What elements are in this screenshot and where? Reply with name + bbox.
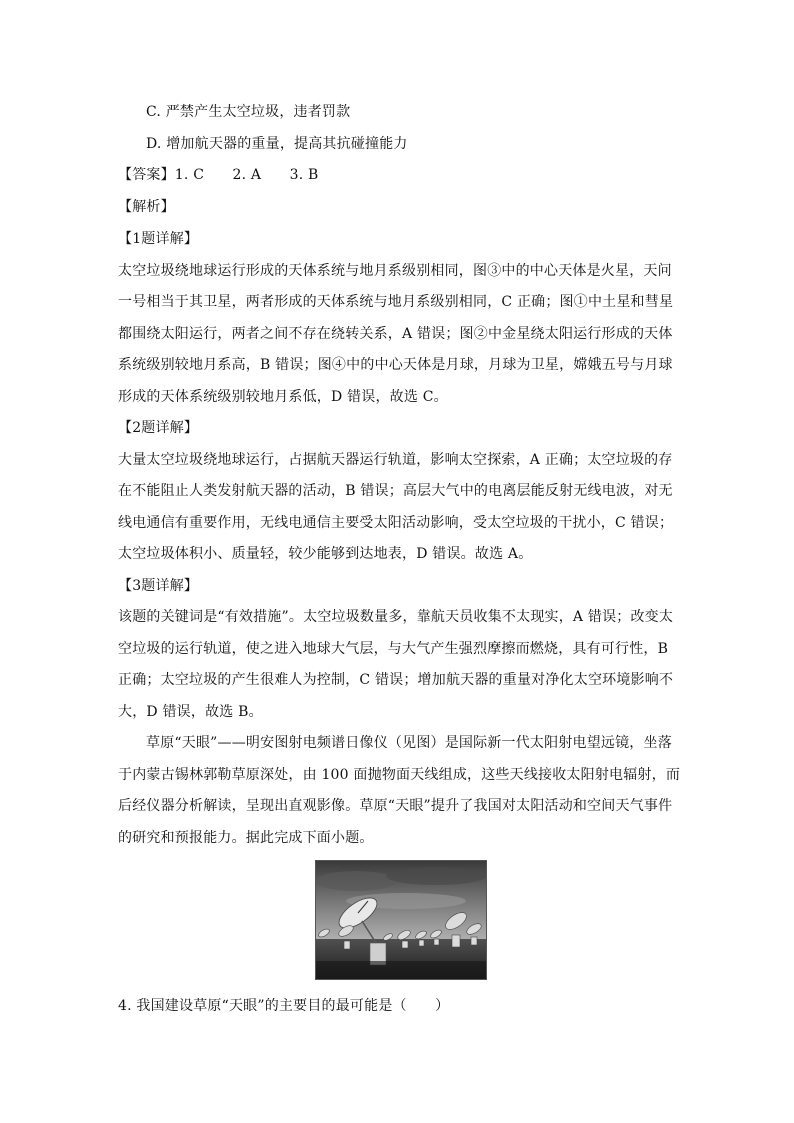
passage-line: 的研究和预报能力。据此完成下面小题。 (118, 830, 374, 846)
q1-heading: 【1题详解】 (118, 231, 199, 247)
q3-line: 大，D 错误，故选 B。 (118, 704, 263, 720)
q3-line: 空垃圾的运行轨道，使之进入地球大气层，与大气产生强烈摩擦而燃烧，具有可行性，B (118, 641, 669, 657)
q1-line: 系统级别较地月系高，B 错误；图④中的中心天体是月球，月球为卫星，嫦娥五号与月球 (118, 357, 673, 373)
option-d: D. 增加航天器的重量，提高其抗碰撞能力 (146, 136, 408, 152)
passage-line: 草原“天眼”——明安图射电频谱日像仪（见图）是国际新一代太阳射电望远镜，坐落 (146, 735, 672, 751)
passage-line: 于内蒙古锡林郭勒草原深处，由 100 面抛物面天线组成，这些天线接收太阳射电辐射，而 (118, 767, 681, 783)
q3-line: 正确；太空垃圾的产生很难人为控制，C 错误；增加航天器的重量对净化太空环境影响不 (118, 672, 674, 688)
q2-heading: 【2题详解】 (118, 420, 199, 436)
q1-line: 太空垃圾绕地球运行形成的天体系统与地月系级别相同，图③中的中心天体是火星，天问 (118, 263, 672, 279)
passage-line: 后经仪器分析解读，呈现出直观影像。草原“天眼”提升了我国对太阳活动和空间天气事件 (118, 798, 673, 814)
q3-heading: 【3题详解】 (118, 578, 199, 594)
option-c: C. 严禁产生太空垃圾，违者罚款 (146, 104, 351, 120)
analysis-heading: 【解析】 (118, 199, 175, 215)
q2-line: 太空垃圾体积小、质量轻，较少能够到达地表，D 错误。故选 A。 (118, 546, 533, 562)
q1-line: 一号相当于其卫星，两者形成的天体系统与地月系级别相同，C 正确；图①中土星和彗星 (118, 294, 674, 310)
q1-line: 都围绕太阳运行，两者之间不存在绕转关系，A 错误；图②中金星绕太阳运行形成的天体 (118, 326, 673, 342)
q2-line: 在不能阻止人类发射航天器的活动，B 错误；高层大气中的电离层能反射无线电波，对无 (118, 483, 673, 499)
q1-line: 形成的天体系统级别较地月系低，D 错误，故选 C。 (118, 389, 448, 405)
question-4: 4. 我国建设草原“天眼”的主要目的最可能是（ ） (118, 998, 450, 1014)
q2-line: 线电通信有重要作用，无线电通信主要受太阳活动影响，受太空垃圾的干扰小，C 错误； (118, 515, 674, 531)
radio-telescope-photo (315, 860, 487, 980)
answer-line: 【答案】1. C 2. A 3. B (118, 167, 319, 183)
q3-line: 该题的关键词是“有效措施”。太空垃圾数量多，靠航天员收集不太现实，A 错误；改变太 (118, 609, 674, 625)
q2-line: 大量太空垃圾绕地球运行，占据航天器运行轨道，影响太空探索，A 正确；太空垃圾的存 (118, 452, 673, 468)
